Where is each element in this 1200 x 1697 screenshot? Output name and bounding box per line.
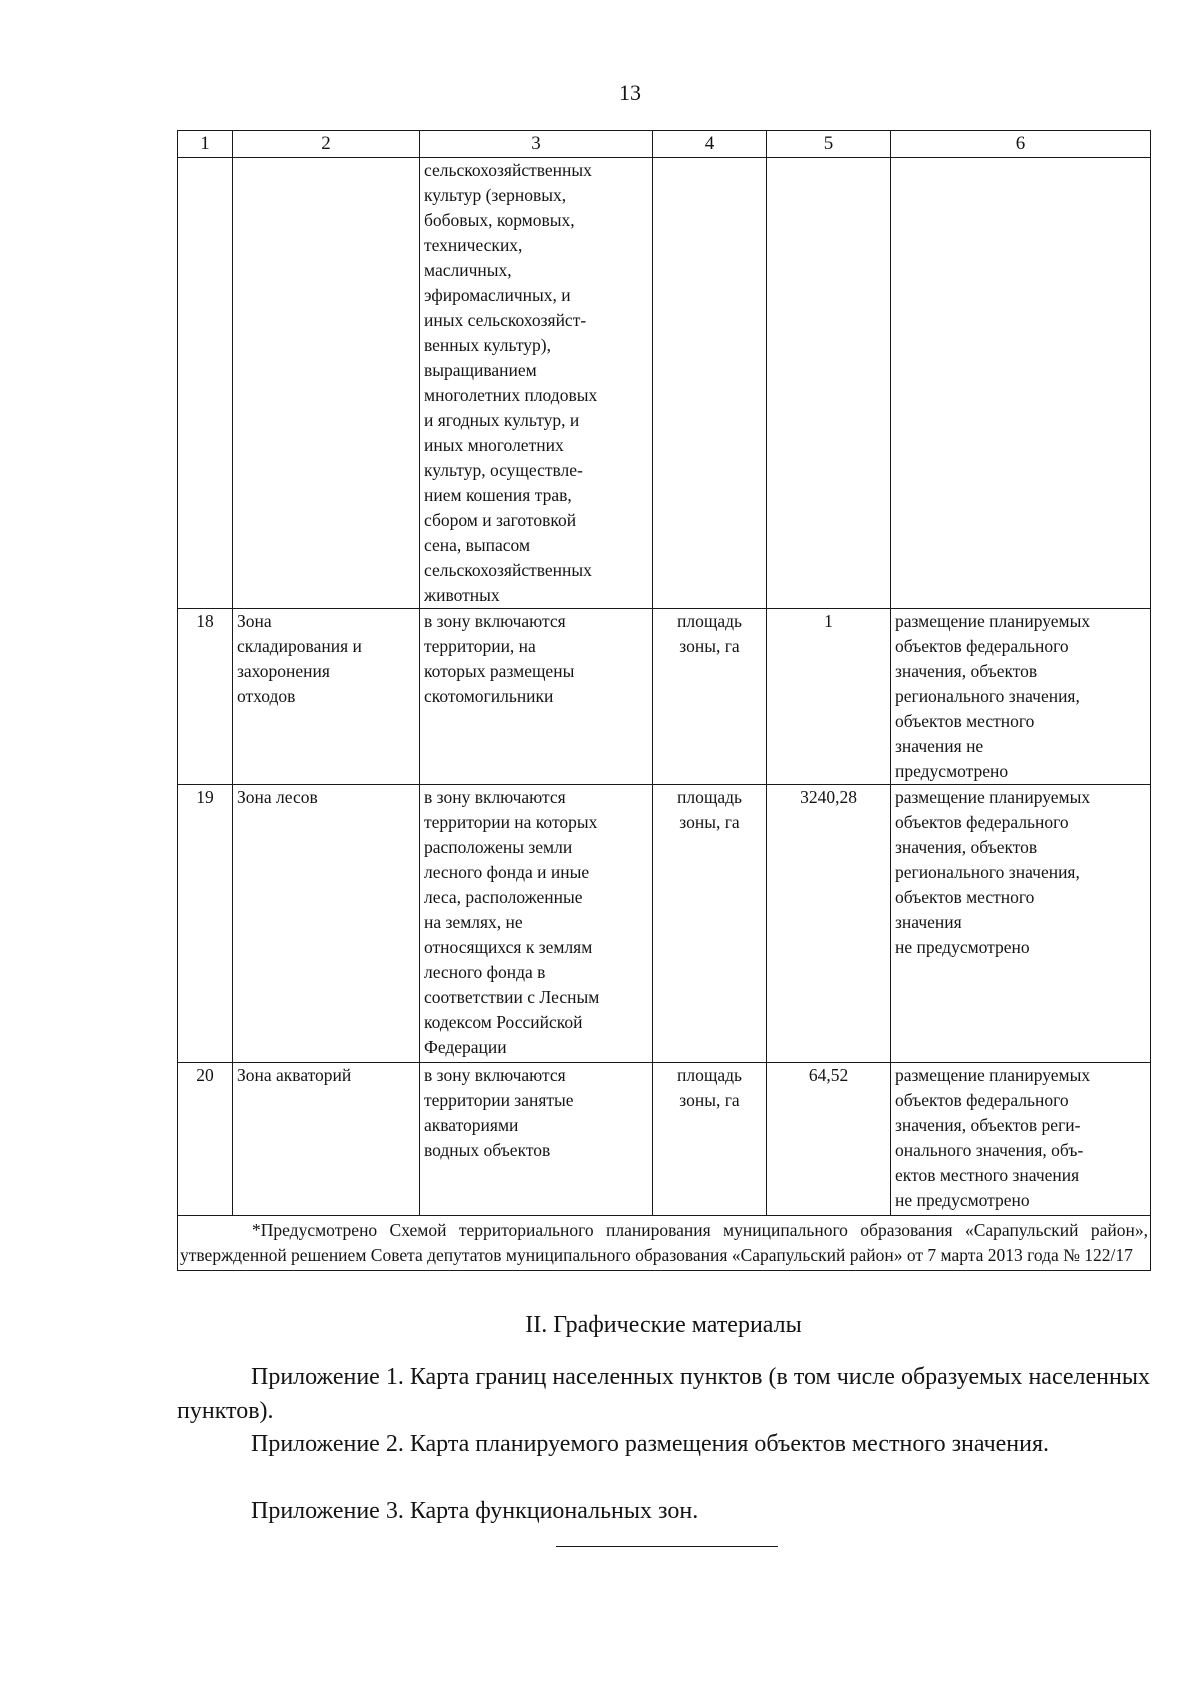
- zone-name: Зона лесов: [233, 785, 420, 1063]
- appendix-2: Приложение 2. Карта планируемого размещения объектов местного значения.: [251, 1431, 1050, 1457]
- table-header-row: [178, 131, 1151, 158]
- table-row: [178, 609, 1151, 785]
- zone-indicator: площадь зоны, га: [653, 1063, 767, 1216]
- row-number: 19: [178, 785, 233, 1063]
- table-footnote: *Предусмотрено Схемой территориального планирования муниципального образования «Сарапульский район», утвержденной решением Совета депутатов муниципального образования «Сарапульский район» от 7 марта 2013 года № 122/17: [180, 1220, 1148, 1265]
- zone-indicator: [653, 158, 767, 609]
- zone-indicator: площадь зоны, га: [653, 609, 767, 785]
- zone-name: [233, 158, 420, 609]
- row-number: 20: [178, 1063, 233, 1216]
- header-cell-4: 4: [653, 131, 767, 158]
- zone-name: Зона складирования и захоронения отходов: [233, 609, 420, 785]
- zone-indicator: площадь зоны, га: [653, 785, 767, 1063]
- header-cell-1: 1: [178, 131, 233, 158]
- zone-value: 1: [767, 609, 891, 785]
- end-divider: [556, 1546, 778, 1547]
- section-title: II. Графические материалы: [525, 1312, 802, 1338]
- zone-note: размещение планируемых объектов федерального значения, объектов регионального значения, объектов местного значения не предусмотрено: [891, 785, 1151, 1063]
- header-cell-6: 6: [891, 131, 1151, 158]
- table-footnote-cell: [178, 1216, 1151, 1271]
- row-number: 18: [178, 609, 233, 785]
- header-cell-2: 2: [233, 131, 420, 158]
- zone-value: [767, 158, 891, 609]
- page-number: 13: [619, 80, 641, 105]
- table-footnote-row: [178, 1216, 1151, 1271]
- table-row: [178, 1063, 1151, 1216]
- row-number: [178, 158, 233, 609]
- zone-description: в зону включаются территории на которых расположены земли лесного фонда и иные леса, расположенные на землях, не относящихся к землям лесного фонда в соответствии с Лесным кодексом Российской Федерации: [420, 785, 653, 1063]
- header-cell-5: 5: [767, 131, 891, 158]
- zone-value: 64,52: [767, 1063, 891, 1216]
- zone-description: сельскохозяйственных культур (зерновых, бобовых, кормовых, технических, масличных, эфиромасличных, и иных сельскохозяйст- венных культур), выращиванием многолетних плодовых и ягодных культур, и иных многолетних культур, осуществле- нием кошения трав, сбором и заготовкой сена, выпасом сельскохозяйственных животных: [420, 158, 653, 609]
- functional-zones-table: [177, 130, 1151, 1271]
- zone-name: Зона акваторий: [233, 1063, 420, 1216]
- zone-description: в зону включаются территории, на которых размещены скотомогильники: [420, 609, 653, 785]
- appendix-3: Приложение 3. Карта функциональных зон.: [251, 1498, 699, 1524]
- zone-value: 3240,28: [767, 785, 891, 1063]
- zone-description: в зону включаются территории занятые акваториями водных объектов: [420, 1063, 653, 1216]
- header-cell-3: 3: [420, 131, 653, 158]
- zone-note: размещение планируемых объектов федерального значения, объектов реги- онального значения, объ- ектов местного значения не предусмотрено: [891, 1063, 1151, 1216]
- table-row: [178, 785, 1151, 1063]
- zone-note: [891, 158, 1151, 609]
- zone-note: размещение планируемых объектов федерального значения, объектов регионального значения, объектов местного значения не предусмотрено: [891, 609, 1151, 785]
- appendix-1: Приложение 1. Карта границ населенных пунктов (в том числе образуемых населенных пунктов).: [177, 1364, 1150, 1424]
- table-row: [178, 158, 1151, 609]
